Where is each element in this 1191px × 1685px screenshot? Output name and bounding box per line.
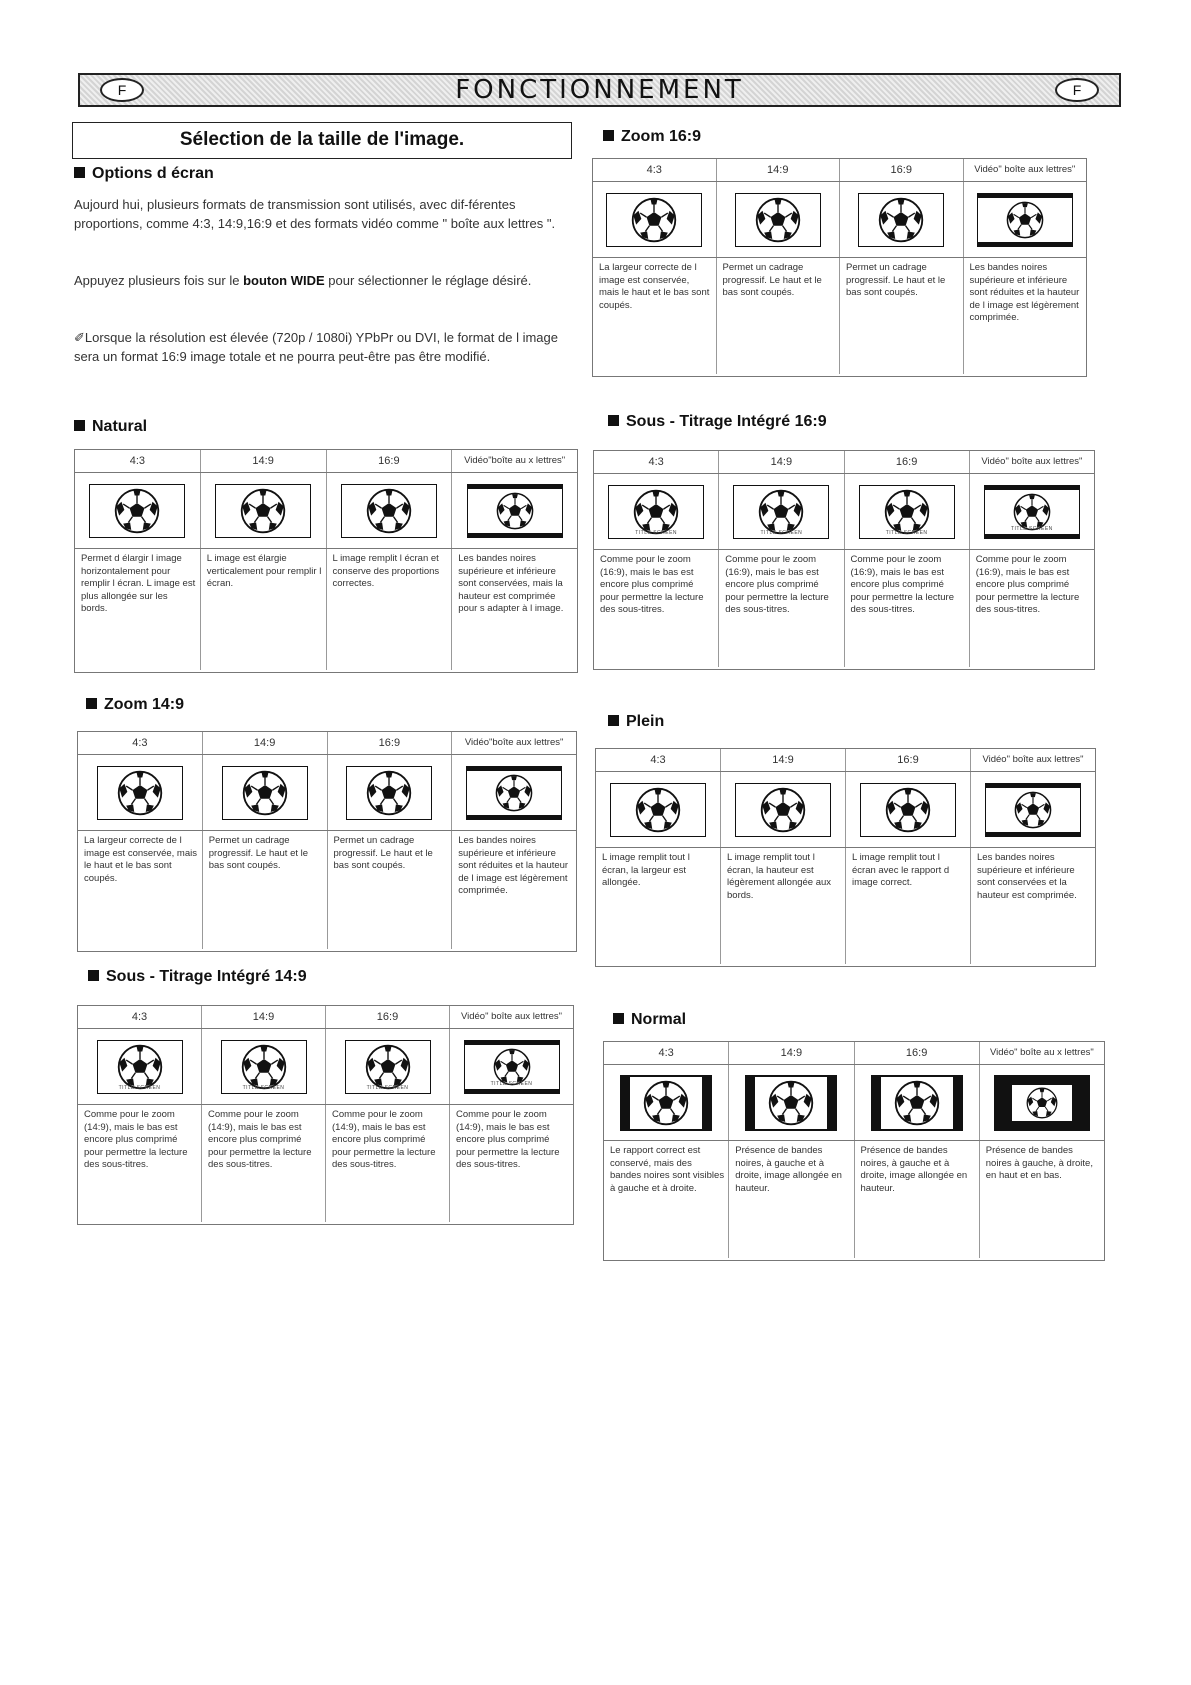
table-header-cell: 16:9 bbox=[326, 1006, 450, 1028]
tv-screen-frame bbox=[97, 1040, 183, 1094]
image-cell bbox=[75, 473, 201, 548]
table-image-row bbox=[596, 772, 1095, 848]
table-header-cell: Vidéo" boîte au x lettres" bbox=[990, 1047, 1094, 1058]
description-cell: Permet un cadrage progressif. Le haut et le bas sont coupés. bbox=[203, 831, 328, 949]
sub149-table bbox=[77, 1005, 574, 1225]
subtitle-strip: TITLE SCREEN bbox=[242, 1084, 285, 1091]
description-cell: La largeur correcte de l image est conservée, mais le haut et le bas sont coupés. bbox=[593, 258, 717, 374]
soccer-ball-icon bbox=[758, 489, 804, 535]
subtitle-strip: TITLE SCREEN bbox=[760, 529, 803, 536]
natural-table bbox=[74, 449, 578, 673]
bullet-square-icon bbox=[86, 698, 97, 709]
description-cell: Comme pour le zoom (16:9), mais le bas est encore plus comprimé pour permettre la lecture des sous-titres. bbox=[845, 550, 970, 667]
soccer-ball-icon bbox=[1026, 1087, 1058, 1119]
image-cell bbox=[328, 755, 453, 830]
bullet-square-icon bbox=[613, 1013, 624, 1024]
table-header-cell: Vidéo"boîte aux lettres" bbox=[464, 737, 564, 748]
image-cell bbox=[327, 473, 453, 548]
description-cell: Comme pour le zoom (14:9), mais le bas est encore plus comprimé pour permettre la lecture des sous-titres. bbox=[202, 1105, 326, 1222]
table-header-row bbox=[596, 749, 1095, 772]
table-header-cell: Vidéo" boîte aux lettres" bbox=[974, 164, 1076, 175]
tv-screen-frame bbox=[860, 783, 956, 837]
normal-heading-text: Normal bbox=[631, 1011, 687, 1028]
soccer-ball-icon bbox=[635, 787, 681, 833]
para2-text-end: pour sélectionner le réglage désiré. bbox=[324, 273, 532, 288]
description-cell: Comme pour le zoom (16:9), mais le bas est encore plus comprimé pour permettre la lecture des sous-titres. bbox=[719, 550, 844, 667]
tv-screen-frame bbox=[859, 485, 955, 539]
table-description-row bbox=[596, 848, 1095, 964]
image-cell bbox=[846, 772, 971, 847]
table-header-row bbox=[75, 450, 577, 473]
zoom149-heading-text: Zoom 14:9 bbox=[104, 696, 185, 713]
table-header-cell: 4:3 bbox=[596, 749, 721, 771]
tv-screen-frame bbox=[222, 766, 308, 820]
header-title: FONCTIONNEMENT bbox=[455, 75, 744, 105]
tv-screen-frame bbox=[464, 1040, 560, 1094]
soccer-ball-icon bbox=[755, 197, 801, 243]
table-image-row bbox=[594, 474, 1094, 550]
table-header-cell: 14:9 bbox=[717, 159, 841, 181]
plein-heading bbox=[608, 713, 664, 731]
sub149-heading-text: Sous - Titrage Intégré 14:9 bbox=[106, 968, 307, 985]
soccer-ball-icon bbox=[885, 787, 931, 833]
table-header-cell: 16:9 bbox=[327, 450, 453, 472]
image-cell bbox=[452, 473, 577, 548]
tv-screen-frame bbox=[608, 485, 704, 539]
tv-screen-frame bbox=[345, 1040, 431, 1094]
table-header-row bbox=[604, 1042, 1104, 1065]
table-header-cell: 4:3 bbox=[78, 732, 203, 754]
tv-screen-frame bbox=[745, 1075, 837, 1131]
section-title: Sélection de la taille de l'image. bbox=[72, 122, 572, 159]
table-image-row bbox=[604, 1065, 1104, 1141]
soccer-ball-icon bbox=[760, 787, 806, 833]
options-paragraph-2 bbox=[74, 272, 564, 291]
table-header-cell: Vidéo" boîte aux lettres" bbox=[982, 754, 1084, 765]
soccer-ball-icon bbox=[366, 770, 412, 816]
image-cell bbox=[717, 182, 841, 257]
plein-table bbox=[595, 748, 1096, 967]
tv-screen-frame bbox=[221, 1040, 307, 1094]
tv-screen-frame bbox=[977, 193, 1073, 247]
table-header-cell: 16:9 bbox=[846, 749, 971, 771]
table-header-row bbox=[593, 159, 1086, 182]
sub169-heading-text: Sous - Titrage Intégré 16:9 bbox=[626, 413, 827, 430]
table-header-cell: 16:9 bbox=[328, 732, 453, 754]
tv-screen-frame bbox=[994, 1075, 1090, 1131]
bullet-square-icon bbox=[88, 970, 99, 981]
wide-button-reference: bouton WIDE bbox=[243, 273, 325, 288]
soccer-ball-icon bbox=[1014, 791, 1052, 829]
soccer-ball-icon bbox=[633, 489, 679, 535]
description-cell: Les bandes noires supérieure et inférieure sont réduites et la hauteur de l image est légèrement comprimée. bbox=[458, 835, 569, 897]
subtitle-strip: TITLE SCREEN bbox=[1010, 525, 1053, 532]
natural-heading-text: Natural bbox=[92, 418, 148, 435]
table-header-row bbox=[594, 451, 1094, 474]
description-cell: Comme pour le zoom (14:9), mais le bas est encore plus comprimé pour permettre la lecture des sous-titres. bbox=[78, 1105, 202, 1222]
table-header-cell: 16:9 bbox=[845, 451, 970, 473]
bullet-square-icon bbox=[608, 715, 619, 726]
tv-screen-frame bbox=[984, 485, 1080, 539]
description-cell: Comme pour le zoom (16:9), mais le bas est encore plus comprimé pour permettre la lecture des sous-titres. bbox=[594, 550, 719, 667]
table-header-cell: Vidéo" boîte aux lettres" bbox=[981, 456, 1083, 467]
description-cell: L image remplit tout l écran avec le rapport d image correct. bbox=[846, 848, 971, 964]
table-description-row bbox=[75, 549, 577, 670]
description-cell: Permet un cadrage progressif. Le haut et le bas sont coupés. bbox=[328, 831, 453, 949]
tv-screen-frame bbox=[610, 783, 706, 837]
table-header-row bbox=[78, 1006, 573, 1029]
description-cell: Comme pour le zoom (16:9), mais le bas est encore plus comprimé pour permettre la lecture des sous-titres. bbox=[975, 554, 1080, 616]
options-heading bbox=[74, 165, 214, 183]
zoom149-table bbox=[77, 731, 577, 952]
tv-screen-frame bbox=[858, 193, 944, 247]
image-cell bbox=[719, 474, 844, 549]
table-header-cell: Vidéo" boîte aux lettres" bbox=[460, 1011, 563, 1022]
description-cell: Comme pour le zoom (14:9), mais le bas est encore plus comprimé pour permettre la lecture des sous-titres. bbox=[326, 1105, 450, 1222]
soccer-ball-icon bbox=[1006, 201, 1044, 239]
description-cell: L image est élargie verticalement pour remplir l écran. bbox=[201, 549, 327, 670]
bullet-square-icon bbox=[608, 415, 619, 426]
soccer-ball-icon bbox=[114, 488, 160, 534]
soccer-ball-icon bbox=[878, 197, 924, 243]
tv-screen-frame bbox=[620, 1075, 712, 1131]
table-header-cell: 14:9 bbox=[202, 1006, 326, 1028]
zoom169-heading-text: Zoom 16:9 bbox=[621, 128, 702, 145]
table-description-row bbox=[593, 258, 1086, 374]
tv-screen-frame bbox=[215, 484, 311, 538]
image-cell bbox=[201, 473, 327, 548]
soccer-ball-icon bbox=[495, 774, 533, 812]
image-cell bbox=[980, 1065, 1104, 1140]
soccer-ball-icon bbox=[117, 770, 163, 816]
soccer-ball-icon bbox=[894, 1080, 940, 1126]
image-cell bbox=[721, 772, 846, 847]
soccer-ball-icon bbox=[366, 488, 412, 534]
image-cell bbox=[604, 1065, 729, 1140]
tv-screen-frame bbox=[467, 484, 563, 538]
image-cell bbox=[594, 474, 719, 549]
sub169-heading bbox=[608, 413, 827, 431]
tv-screen-frame bbox=[97, 766, 183, 820]
options-paragraph-1: Aujourd hui, plusieurs formats de transmission sont utilisés, avec dif-férentes proportions, comme 4:3, 14:9,16:9 et des formats vidéo comme " boîte aux lettres ". bbox=[74, 197, 556, 231]
table-header-cell: 14:9 bbox=[201, 450, 327, 472]
plein-heading-text: Plein bbox=[626, 713, 665, 730]
description-cell: Comme pour le zoom (14:9), mais le bas est encore plus comprimé pour permettre la lecture des sous-titres. bbox=[456, 1109, 560, 1171]
table-header-cell: 4:3 bbox=[604, 1042, 729, 1064]
zoom149-heading bbox=[86, 696, 184, 714]
description-cell: La largeur correcte de l image est conservée, mais le haut et le bas sont coupés. bbox=[78, 831, 203, 949]
bullet-square-icon bbox=[603, 130, 614, 141]
bullet-square-icon bbox=[74, 167, 85, 178]
image-cell bbox=[840, 182, 964, 257]
soccer-ball-icon bbox=[365, 1044, 411, 1090]
subtitle-strip: TITLE SCREEN bbox=[366, 1084, 409, 1091]
image-cell bbox=[845, 474, 970, 549]
table-header-cell: 4:3 bbox=[78, 1006, 202, 1028]
header-banner bbox=[78, 73, 1121, 107]
table-description-row bbox=[78, 831, 576, 949]
image-cell bbox=[326, 1029, 450, 1104]
subtitle-strip: TITLE SCREEN bbox=[635, 529, 678, 536]
subtitle-strip: TITLE SCREEN bbox=[118, 1084, 161, 1091]
image-cell bbox=[78, 1029, 202, 1104]
image-cell bbox=[855, 1065, 980, 1140]
soccer-ball-icon bbox=[240, 488, 286, 534]
zoom169-heading bbox=[603, 128, 701, 146]
image-cell bbox=[970, 474, 1094, 549]
table-image-row bbox=[78, 755, 576, 831]
table-header-cell: 4:3 bbox=[75, 450, 201, 472]
image-cell bbox=[202, 1029, 326, 1104]
soccer-ball-icon bbox=[242, 770, 288, 816]
language-badge-right: F bbox=[1055, 78, 1099, 102]
image-cell bbox=[203, 755, 328, 830]
subtitle-strip: TITLE SCREEN bbox=[885, 529, 928, 536]
table-header-cell: 14:9 bbox=[729, 1042, 854, 1064]
description-cell: L image remplit tout l écran, la hauteur est légèrement allongée aux bords. bbox=[721, 848, 846, 964]
description-cell: Le rapport correct est conservé, mais des bandes noires sont visibles à gauche et à droite. bbox=[604, 1141, 729, 1258]
image-cell bbox=[450, 1029, 573, 1104]
soccer-ball-icon bbox=[117, 1044, 163, 1090]
table-header-cell: 14:9 bbox=[719, 451, 844, 473]
soccer-ball-icon bbox=[496, 492, 534, 530]
table-image-row bbox=[75, 473, 577, 549]
tv-screen-frame bbox=[89, 484, 185, 538]
image-cell bbox=[593, 182, 717, 257]
description-cell: L image remplit l écran et conserve des proportions correctes. bbox=[327, 549, 453, 670]
image-cell bbox=[729, 1065, 854, 1140]
tv-screen-frame bbox=[985, 783, 1081, 837]
description-cell: Présence de bandes noires, à gauche et à droite, image allongée en hauteur. bbox=[855, 1141, 980, 1258]
description-cell: Permet un cadrage progressif. Le haut et le bas sont coupés. bbox=[840, 258, 964, 374]
table-header-cell: 16:9 bbox=[840, 159, 964, 181]
table-description-row bbox=[594, 550, 1094, 667]
sub169-table bbox=[593, 450, 1095, 670]
table-image-row bbox=[78, 1029, 573, 1105]
description-cell: Les bandes noires supérieure et inférieure sont conservées et la hauteur est comprimée. bbox=[977, 852, 1077, 901]
soccer-ball-icon bbox=[768, 1080, 814, 1126]
image-cell bbox=[971, 772, 1095, 847]
options-heading-text: Options d écran bbox=[92, 165, 214, 182]
table-header-cell: 4:3 bbox=[593, 159, 717, 181]
description-cell: Permet un cadrage progressif. Le haut et le bas sont coupés. bbox=[717, 258, 841, 374]
table-header-cell: Vidéo"boîte au x lettres" bbox=[464, 455, 566, 466]
table-description-row bbox=[604, 1141, 1104, 1258]
table-header-cell: 16:9 bbox=[855, 1042, 980, 1064]
table-header-cell: 14:9 bbox=[203, 732, 328, 754]
para2-text-start: Appuyez plusieurs fois sur le bbox=[74, 273, 244, 288]
table-description-row bbox=[78, 1105, 573, 1222]
sub149-heading bbox=[88, 968, 307, 986]
zoom169-table bbox=[592, 158, 1087, 377]
description-cell: L image remplit tout l écran, la largeur est allongée. bbox=[596, 848, 721, 964]
tv-screen-frame bbox=[733, 485, 829, 539]
table-header-row bbox=[78, 732, 576, 755]
tv-screen-frame bbox=[606, 193, 702, 247]
image-cell bbox=[596, 772, 721, 847]
bullet-square-icon bbox=[74, 420, 85, 431]
image-cell bbox=[964, 182, 1087, 257]
soccer-ball-icon bbox=[241, 1044, 287, 1090]
language-badge-left: F bbox=[100, 78, 144, 102]
options-paragraph-3: ✐Lorsque la résolution est élevée (720p / 1080i) YPbPr ou DVI, le format de l image sera un format 16:9 image totale et ne pourra peut-être pas être modifié. bbox=[74, 330, 558, 364]
tv-screen-frame bbox=[871, 1075, 963, 1131]
soccer-ball-icon bbox=[884, 489, 930, 535]
description-cell: Permet d élargir l image horizontalement pour remplir l écran. L image est plus allongée sur les bords. bbox=[75, 549, 201, 670]
description-cell: Les bandes noires supérieure et inférieure sont conservées, mais la hauteur est comprimée pour s adapter à l image. bbox=[458, 553, 564, 615]
image-cell bbox=[78, 755, 203, 830]
subtitle-strip: TITLE SCREEN bbox=[490, 1080, 533, 1087]
tv-screen-frame bbox=[735, 193, 821, 247]
description-cell: Présence de bandes noires, à gauche et à droite, image allongée en hauteur. bbox=[729, 1141, 854, 1258]
tv-screen-frame bbox=[735, 783, 831, 837]
tv-screen-frame bbox=[466, 766, 562, 820]
table-image-row bbox=[593, 182, 1086, 258]
tv-screen-frame bbox=[346, 766, 432, 820]
tv-screen-frame bbox=[341, 484, 437, 538]
natural-heading bbox=[74, 418, 147, 436]
description-cell: Les bandes noires supérieure et inférieure sont réduites et la hauteur de l image est légèrement comprimée. bbox=[969, 262, 1080, 324]
normal-heading bbox=[613, 1011, 686, 1029]
table-header-cell: 14:9 bbox=[721, 749, 846, 771]
description-cell: Présence de bandes noires à gauche, à droite, en haut et en bas. bbox=[985, 1145, 1093, 1182]
normal-table bbox=[603, 1041, 1105, 1261]
soccer-ball-icon bbox=[643, 1080, 689, 1126]
soccer-ball-icon bbox=[631, 197, 677, 243]
table-header-cell: 4:3 bbox=[594, 451, 719, 473]
image-cell bbox=[452, 755, 576, 830]
